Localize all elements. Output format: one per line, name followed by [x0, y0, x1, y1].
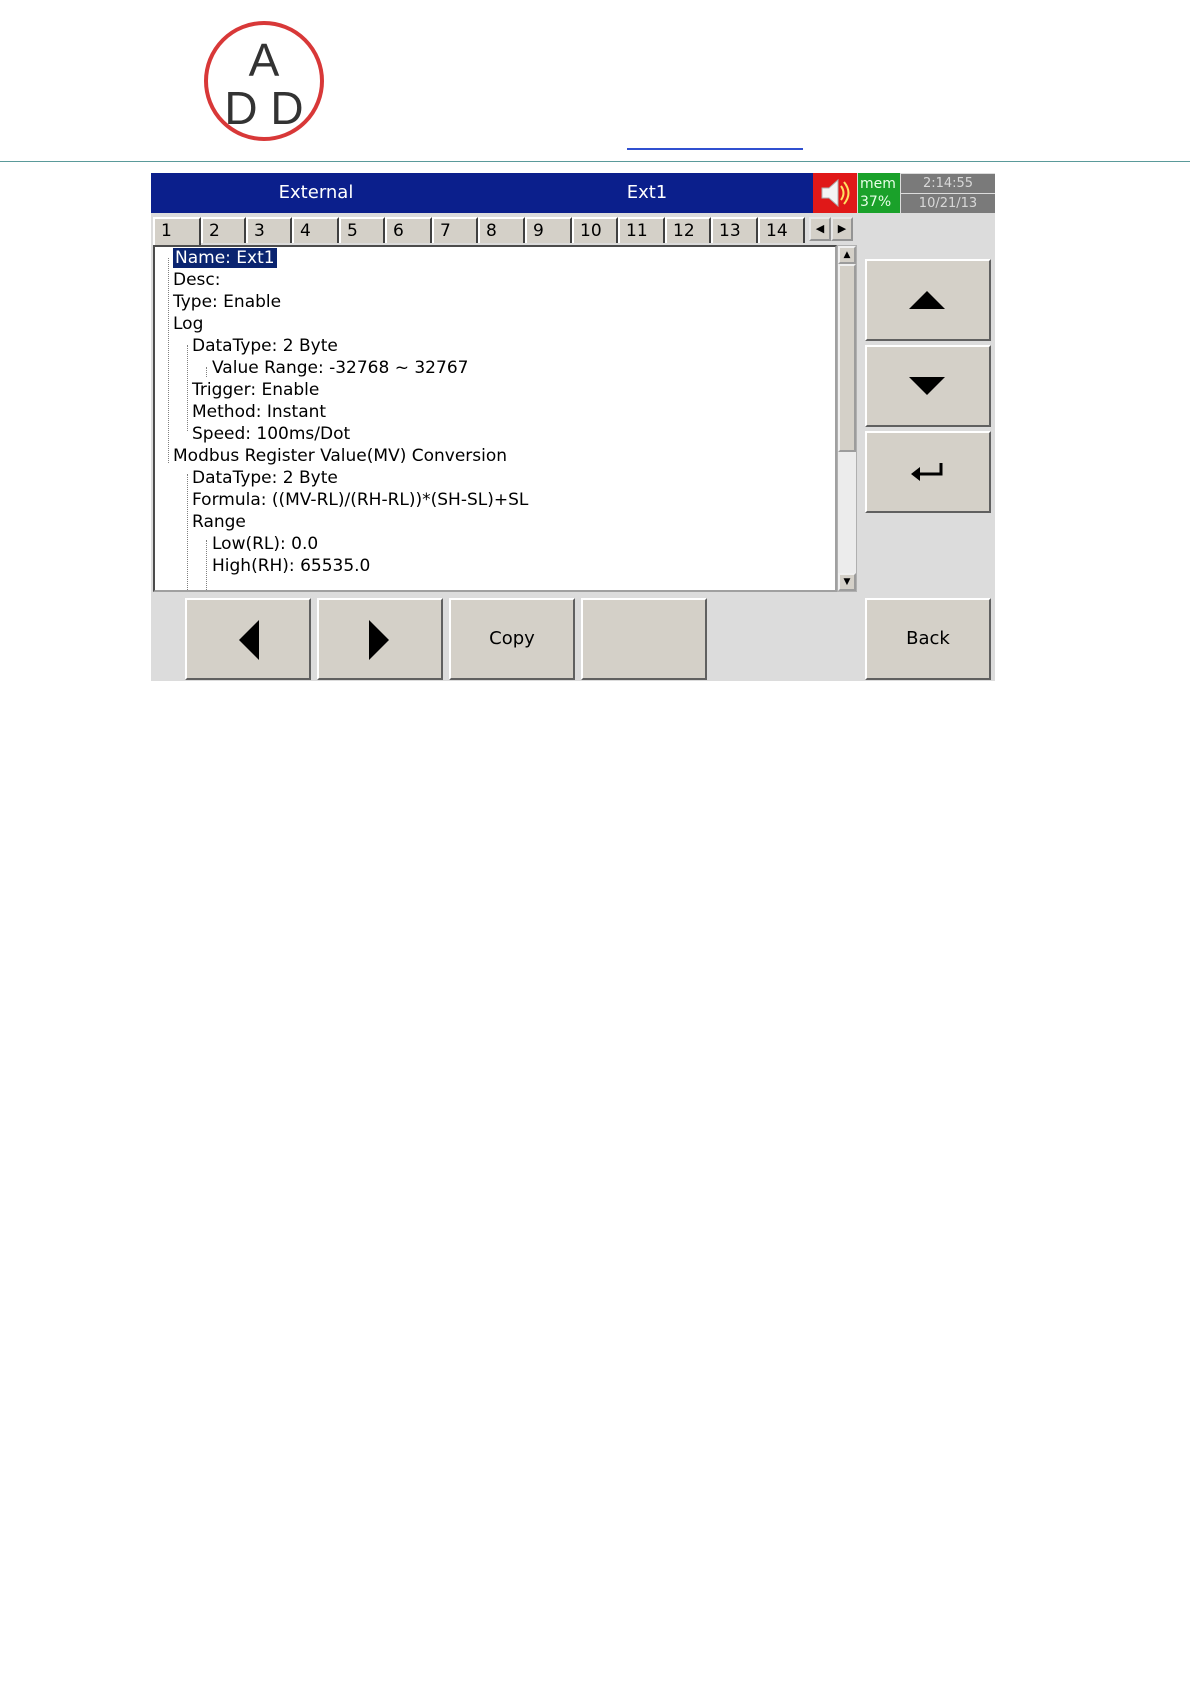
tree-node-formula[interactable]: Formula: ((MV-RL)/(RH-RL))*(SH-SL)+SL — [192, 490, 529, 510]
tab-6[interactable]: 6 — [385, 217, 432, 243]
memory-indicator — [858, 173, 900, 213]
memory-label: mem — [860, 176, 896, 192]
tree-node-modbus-datatype[interactable]: DataType: 2 Byte — [192, 468, 338, 488]
triangle-right-icon — [365, 618, 395, 662]
tree-connector — [187, 474, 188, 592]
tab-3[interactable]: 3 — [246, 217, 292, 243]
page-title: External — [278, 182, 354, 203]
tree-node-log[interactable]: Log — [173, 314, 204, 334]
tree-scrollbar[interactable] — [837, 245, 857, 592]
tab-1[interactable]: 1 — [153, 217, 201, 245]
tab-14[interactable]: 14 — [758, 217, 805, 243]
copy-button[interactable]: Copy — [449, 598, 575, 680]
tree-node-range[interactable]: Range — [192, 512, 246, 532]
memory-value: 37% — [860, 194, 892, 210]
tree-node-log-datatype[interactable]: DataType: 2 Byte — [192, 336, 338, 356]
clock — [901, 173, 995, 213]
move-up-button[interactable] — [865, 259, 991, 341]
recorder-screen — [151, 173, 995, 681]
company-logo — [203, 20, 325, 142]
tree-node-name[interactable]: Name: Ext1 — [175, 248, 275, 268]
document-link-underline[interactable] — [627, 148, 803, 150]
tab-10[interactable]: 10 — [572, 217, 618, 243]
header-divider — [0, 161, 1190, 162]
tree-node-trigger[interactable]: Trigger: Enable — [192, 380, 320, 400]
triangle-down-icon — [907, 371, 947, 401]
tab-2[interactable]: 2 — [201, 217, 246, 243]
tree-connector — [187, 345, 188, 431]
channel-title: Ext1 — [626, 182, 668, 203]
scroll-down-button[interactable]: ▼ — [838, 573, 856, 591]
logo-text-bottom: D D — [224, 82, 304, 134]
tab-scroll-right-button[interactable]: ▶ — [831, 217, 853, 241]
scroll-up-button[interactable]: ▲ — [838, 246, 856, 264]
previous-button[interactable] — [185, 598, 311, 680]
enter-button[interactable] — [865, 431, 991, 513]
tab-12[interactable]: 12 — [665, 217, 711, 243]
clock-date: 10/21/13 — [901, 194, 995, 213]
logo-text-top: A — [248, 34, 280, 86]
tree-connector — [168, 258, 169, 463]
title-bar — [151, 173, 813, 213]
tab-5[interactable]: 5 — [339, 217, 385, 243]
move-down-button[interactable] — [865, 345, 991, 427]
tab-11[interactable]: 11 — [618, 217, 665, 243]
tree-node-desc[interactable]: Desc: — [173, 270, 221, 290]
scroll-thumb[interactable] — [838, 264, 856, 452]
tree-node-modbus-conversion[interactable]: Modbus Register Value(MV) Conversion — [173, 446, 508, 466]
tab-scroll-left-button[interactable]: ◀ — [809, 217, 831, 241]
settings-tree — [153, 245, 837, 592]
next-button[interactable] — [317, 598, 443, 680]
channel-tabs — [153, 217, 859, 245]
tree-connector — [206, 540, 207, 592]
blank-button[interactable] — [581, 598, 707, 680]
back-button[interactable]: Back — [865, 598, 991, 680]
enter-icon — [907, 457, 947, 487]
clock-time: 2:14:55 — [901, 174, 995, 193]
tab-13[interactable]: 13 — [711, 217, 758, 243]
tab-8[interactable]: 8 — [478, 217, 525, 243]
tree-node-range-high[interactable]: High(RH): 65535.0 — [212, 556, 371, 576]
tree-node-range-low[interactable]: Low(RL): 0.0 — [212, 534, 319, 554]
tree-node-speed[interactable]: Speed: 100ms/Dot — [192, 424, 351, 444]
triangle-left-icon — [233, 618, 263, 662]
speaker-icon — [813, 173, 857, 213]
alarm-speaker-button[interactable] — [813, 173, 857, 213]
tab-9[interactable]: 9 — [525, 217, 572, 243]
tree-node-type[interactable]: Type: Enable — [173, 292, 282, 312]
tree-node-method[interactable]: Method: Instant — [192, 402, 327, 422]
tree-node-value-range[interactable]: Value Range: -32768 ~ 32767 — [212, 358, 469, 378]
tab-7[interactable]: 7 — [432, 217, 478, 243]
tree-connector — [206, 367, 207, 377]
tab-4[interactable]: 4 — [292, 217, 339, 243]
triangle-up-icon — [907, 285, 947, 315]
